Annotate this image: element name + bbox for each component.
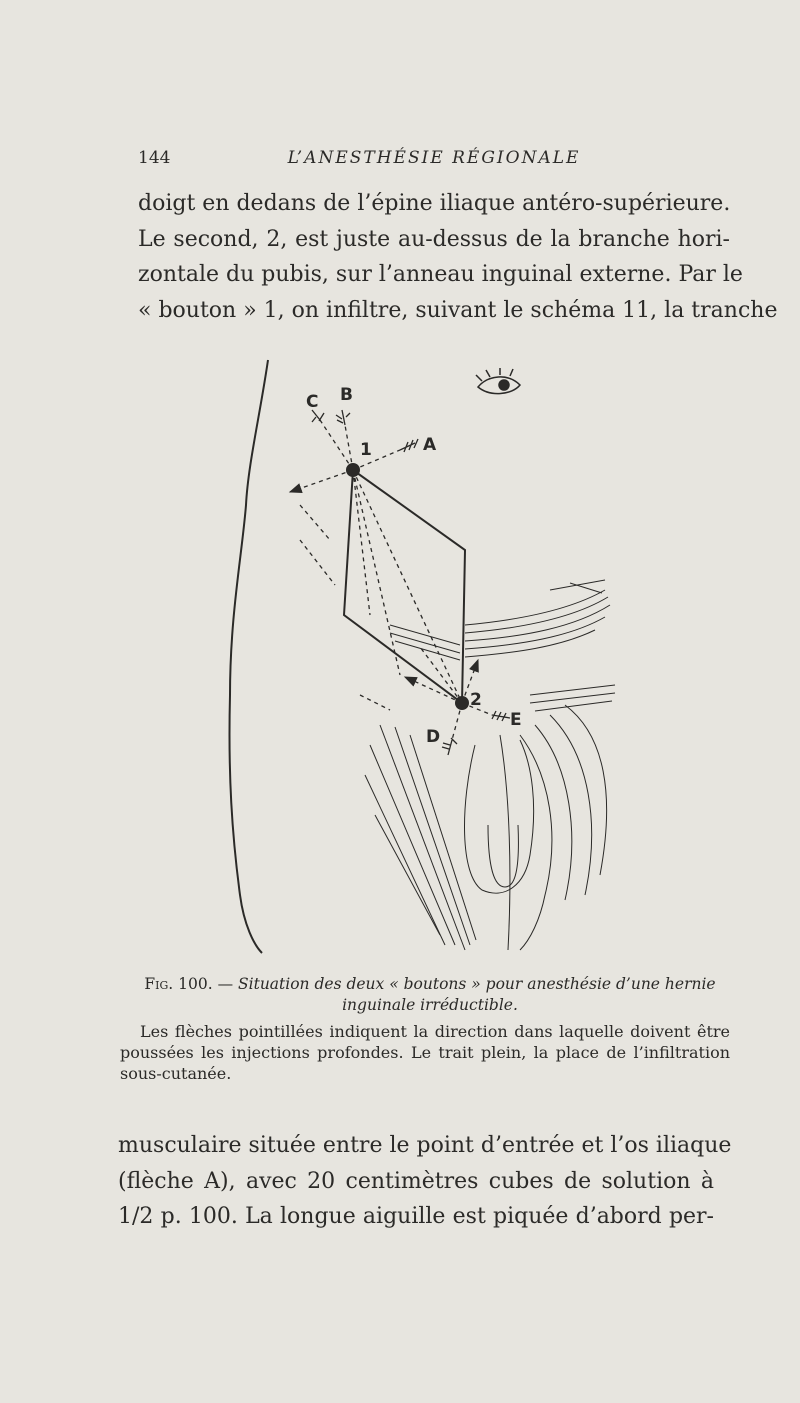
label-c: C [306,392,319,412]
caption-title-1: Situation des deux « boutons » pour anesthésie d’une hernie [238,975,716,993]
label-a: A [423,435,437,455]
paragraph-top [138,186,778,328]
eye-icon [476,368,520,394]
figure-caption [130,974,730,1016]
entry-point-1 [346,463,360,477]
paragraph-bottom [118,1128,732,1235]
text-line: « bouton » 1, on infiltre, suivant le schéma 11, la tranche [138,297,778,323]
text-line: (flèche A), avec 20 centimètres cubes de solution à [118,1168,714,1194]
text-line: Le second, 2, est juste au-dessus de la branche hori- [138,226,730,252]
entry-point-2 [455,696,469,710]
running-head [138,148,730,174]
anatomical-figure [220,355,640,960]
label-b: B [340,385,353,405]
caption-line-1 [130,974,730,995]
text-line: musculaire située entre le point d’entrée et l’os iliaque [118,1133,732,1158]
body-contour [229,360,268,953]
hatching-scrotum [365,685,615,950]
label-point-1: 1 [360,440,372,460]
label-d: D [426,727,441,747]
text-line: zontale du pubis, sur l’anneau inguinal externe. Par le [138,262,743,287]
text-line: 1/2 p. 100. La longue aiguille est piquée d’abord per- [118,1204,714,1229]
hatching-inguinal [390,580,610,660]
legend-text: Les flèches pointillées indiquent la direction dans laquelle doivent être poussées les injections profondes. Le trait plein, la place de l’infiltration sous-cutanée. [120,1022,730,1083]
running-title: L’ANESTHÉSIE RÉGIONALE [287,148,581,168]
label-e: E [510,710,522,730]
label-point-2: 2 [470,690,482,710]
text-line: doigt en dedans de l’épine iliaque antéro-supérieure. [138,191,731,216]
figure-illustration [220,355,640,960]
figure-number: Fig. 100. — [144,975,234,993]
figure-legend [120,1021,730,1084]
page-number: 144 [138,148,171,168]
infiltration-quadrilateral [344,470,465,703]
caption-title-2: inguinale irréductible. [342,996,518,1014]
